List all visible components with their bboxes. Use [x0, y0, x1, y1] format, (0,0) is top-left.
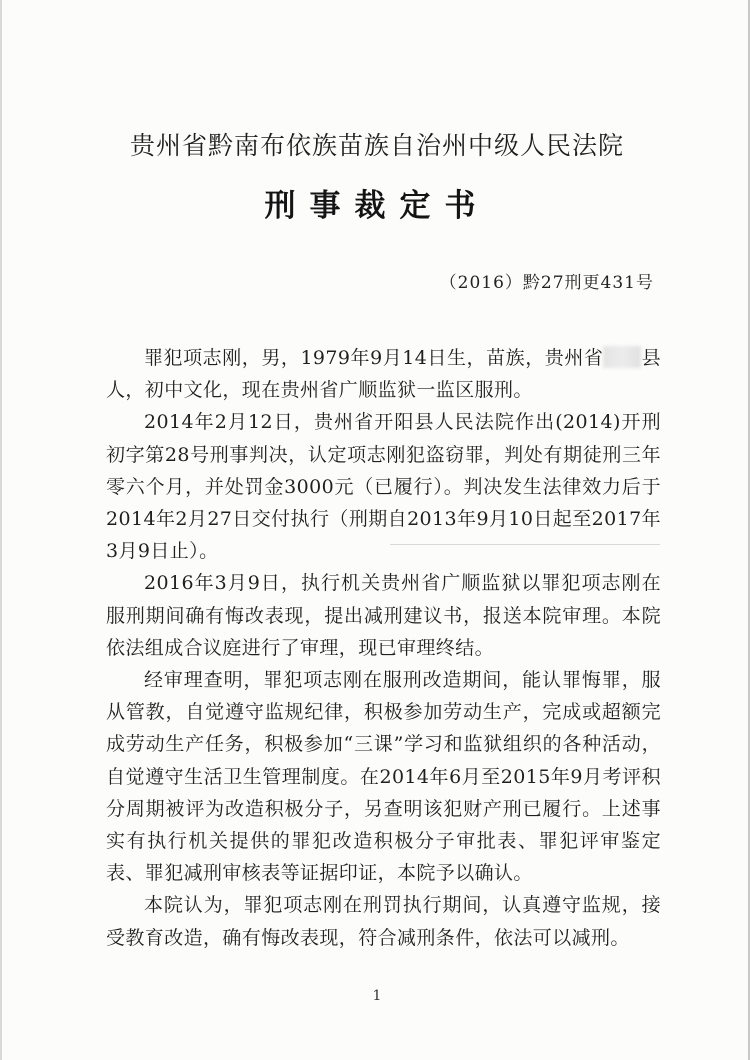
paragraph-defendant [106, 342, 661, 406]
paragraph-text-after-redaction: 县人，初中文化，现在贵州省广顺监狱一监区服刑。 [106, 347, 661, 402]
paragraph-application: 2016年3月9日，执行机关贵州省广顺监狱以罪犯项志刚在服刑期间确有悔改表现，提出减刑建议书，报送本院审理。本院依法组成合议庭进行了审理，现已审理终结。 [106, 572, 661, 659]
paragraph-findings: 经审理查明，罪犯项志刚在服刑改造期间，能认罪悔罪，服从管教，自觉遵守监规纪律，积极参加劳动生产，完成或超额完成劳动生产任务，积极参加“三课”学习和监狱组织的各种活动，自觉遵守生活卫生管理制度。在2014年6月至2015年9月考评积分周期被评为改造积极分子，另查明该犯财产刑已履行。上述事实有执行机关提供的罪犯改造积极分子审批表、罪犯评审鉴定表、罪犯减刑审核表等证据印证，本院予以确认。 [106, 669, 661, 885]
redaction-blur [603, 346, 641, 368]
document-title: 刑事裁定书 [264, 188, 490, 224]
paragraph-text-before-redaction: 罪犯项志刚，男，1979年9月14日生，苗族，贵州省 [144, 347, 604, 369]
case-number: （2016）黔27刑更431号 [439, 273, 654, 293]
paragraph-opinion: 本院认为，罪犯项志刚在刑罚执行期间，认真遵守监规，接受教育改造，确有悔改表现，符合减刑条件，依法可以减刑。 [106, 894, 661, 949]
page-number: 1 [372, 988, 382, 1004]
document-body [106, 342, 661, 954]
court-name: 贵州省黔南布依族苗族自治州中级人民法院 [129, 131, 624, 160]
scan-artifact [232, 52, 532, 72]
paragraph-judgment: 2014年2月12日，贵州省开阳县人民法院作出(2014)开刑初字第28号刑事判决，认定项志刚犯盗窃罪，判处有期徒刑三年零六个月，并处罚金3000元（已履行）。判决发生法律效力后于2014年2月27日交付执行（刑期自2013年9月10日起至2017年3月9日止）。 [106, 411, 661, 563]
